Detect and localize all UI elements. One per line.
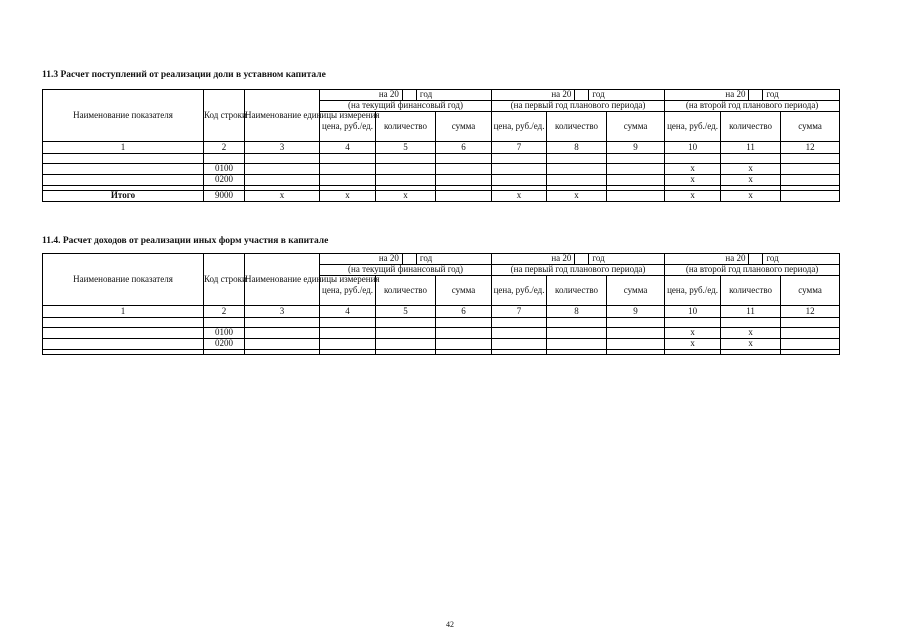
table-cell[interactable] (665, 154, 721, 164)
year-prefix: на 20 (551, 89, 572, 100)
table-cell[interactable] (547, 164, 607, 175)
column-number: 9 (607, 306, 665, 318)
year-prefix: на 20 (551, 253, 572, 264)
table-cell[interactable] (492, 350, 547, 355)
year-header-second (665, 254, 840, 265)
column-number: 4 (320, 142, 376, 154)
table-cell[interactable]: х (665, 328, 721, 339)
quantity-header: количество (376, 276, 436, 306)
table-cell[interactable] (245, 154, 320, 164)
column-number: 1 (43, 306, 204, 318)
table-row (43, 175, 840, 186)
table-cell[interactable] (436, 164, 492, 175)
table-cell[interactable] (320, 154, 376, 164)
column-number: 6 (436, 142, 492, 154)
table-cell[interactable]: х (721, 328, 781, 339)
table-cell[interactable] (721, 318, 781, 328)
table-cell[interactable] (43, 328, 204, 339)
page-number: 42 (446, 620, 454, 629)
year-blank[interactable] (748, 254, 763, 264)
price-header: цена, руб./ед. (320, 112, 376, 142)
year-suffix: год (592, 253, 605, 264)
table-cell[interactable] (721, 350, 781, 355)
table-cell[interactable] (665, 350, 721, 355)
year-blank[interactable] (402, 254, 417, 264)
year-suffix: год (592, 89, 605, 100)
column-number: 6 (436, 306, 492, 318)
year-blank[interactable] (574, 90, 589, 100)
table-cell[interactable]: х (547, 191, 607, 202)
column-number: 5 (376, 142, 436, 154)
year-suffix: год (419, 253, 433, 264)
table-cell[interactable] (436, 318, 492, 328)
column-number: 2 (204, 142, 245, 154)
column-number: 12 (781, 306, 840, 318)
period-current: (на текущий финансовый год) (320, 265, 492, 276)
table-cell[interactable] (781, 328, 840, 339)
table-cell[interactable] (245, 164, 320, 175)
table-row (43, 328, 840, 339)
table-cell[interactable]: 0200 (204, 175, 245, 186)
column-number: 3 (245, 142, 320, 154)
year-blank[interactable] (402, 90, 417, 100)
table-cell[interactable] (607, 350, 665, 355)
column-number: 3 (245, 306, 320, 318)
table-cell[interactable]: х (665, 175, 721, 186)
unit-header: Наименование единицы измерения (245, 254, 320, 306)
year-suffix: год (766, 253, 779, 264)
table-cell[interactable]: х (245, 191, 320, 202)
table-cell[interactable] (43, 154, 204, 164)
table-cell[interactable]: 0100 (204, 164, 245, 175)
table-cell[interactable] (492, 328, 547, 339)
table-cell[interactable] (43, 175, 204, 186)
year-prefix: на 20 (725, 253, 746, 264)
table-cell[interactable]: х (492, 191, 547, 202)
table-cell[interactable]: х (376, 191, 436, 202)
year-suffix: год (419, 89, 433, 100)
table-cell[interactable]: 0200 (204, 339, 245, 350)
table-cell[interactable] (436, 154, 492, 164)
table-cell[interactable] (607, 164, 665, 175)
table-row (43, 191, 840, 202)
table-cell[interactable]: х (721, 175, 781, 186)
table-cell[interactable] (607, 154, 665, 164)
table-cell[interactable] (492, 318, 547, 328)
table-cell[interactable] (436, 328, 492, 339)
table-cell[interactable] (607, 318, 665, 328)
table-cell[interactable] (781, 154, 840, 164)
table-cell[interactable] (245, 350, 320, 355)
period-first: (на первый год планового периода) (492, 265, 665, 276)
column-number: 10 (665, 306, 721, 318)
table-row (43, 164, 840, 175)
year-prefix: на 20 (725, 89, 746, 100)
table-cell[interactable] (376, 164, 436, 175)
column-number: 11 (721, 306, 781, 318)
sum-header: сумма (607, 112, 665, 142)
table-cell[interactable] (245, 328, 320, 339)
table-cell[interactable] (607, 191, 665, 202)
column-number: 7 (492, 142, 547, 154)
table-cell[interactable] (376, 350, 436, 355)
quantity-header: количество (721, 276, 781, 306)
quantity-header: количество (547, 276, 607, 306)
table-cell[interactable] (245, 175, 320, 186)
table-11-3 (42, 89, 840, 202)
table-cell[interactable] (204, 318, 245, 328)
table-cell[interactable] (607, 339, 665, 350)
table-cell[interactable] (492, 339, 547, 350)
table-cell[interactable]: х (320, 191, 376, 202)
period-second: (на второй год планового периода) (665, 101, 840, 112)
table-cell[interactable] (43, 318, 204, 328)
table-cell[interactable] (547, 175, 607, 186)
table-cell[interactable] (436, 175, 492, 186)
table-cell[interactable] (781, 350, 840, 355)
column-number: 8 (547, 306, 607, 318)
column-number: 10 (665, 142, 721, 154)
table-cell[interactable] (376, 328, 436, 339)
table-cell[interactable] (492, 164, 547, 175)
table-cell[interactable] (245, 339, 320, 350)
table-cell[interactable] (721, 154, 781, 164)
table-cell[interactable]: Итого (43, 191, 204, 202)
column-number: 7 (492, 306, 547, 318)
table-cell[interactable] (204, 154, 245, 164)
table-cell[interactable] (320, 318, 376, 328)
table-cell[interactable] (376, 339, 436, 350)
row-code-header: Код строки (204, 254, 245, 306)
indicator-name-header: Наименование показателя (43, 90, 204, 142)
table-cell[interactable] (492, 154, 547, 164)
table-cell[interactable] (245, 318, 320, 328)
table-cell[interactable] (436, 191, 492, 202)
table-cell[interactable] (547, 350, 607, 355)
table-cell[interactable] (43, 164, 204, 175)
year-header-current (320, 90, 492, 101)
column-number: 5 (376, 306, 436, 318)
table-cell[interactable] (320, 175, 376, 186)
section-11-3-title: 11.3 Расчет поступлений от реализации доли в уставном капитале (42, 70, 326, 80)
table-cell[interactable] (376, 318, 436, 328)
table-cell[interactable]: х (665, 191, 721, 202)
unit-header: Наименование единицы измерения (245, 90, 320, 142)
year-suffix: год (766, 89, 779, 100)
year-header-first (492, 254, 665, 265)
table-cell[interactable]: х (721, 164, 781, 175)
year-header-first (492, 90, 665, 101)
table-cell[interactable] (436, 339, 492, 350)
sum-header: сумма (436, 276, 492, 306)
table-cell[interactable] (607, 328, 665, 339)
table-cell[interactable]: 9000 (204, 191, 245, 202)
table-cell[interactable] (376, 154, 436, 164)
sum-header: сумма (781, 276, 840, 306)
sum-header: сумма (607, 276, 665, 306)
table-cell[interactable] (781, 318, 840, 328)
table-cell[interactable] (607, 175, 665, 186)
column-number: 8 (547, 142, 607, 154)
table-cell[interactable]: х (665, 339, 721, 350)
year-prefix: на 20 (378, 89, 399, 100)
column-number: 4 (320, 306, 376, 318)
table-cell[interactable] (43, 339, 204, 350)
price-header: цена, руб./ед. (492, 112, 547, 142)
price-header: цена, руб./ед. (665, 276, 721, 306)
column-number: 1 (43, 142, 204, 154)
quantity-header: количество (547, 112, 607, 142)
table-cell[interactable]: х (665, 164, 721, 175)
price-header: цена, руб./ед. (492, 276, 547, 306)
table-cell[interactable] (43, 350, 204, 355)
section-11-4-title: 11.4. Расчет доходов от реализации иных форм участия в капитале (42, 236, 329, 246)
column-number: 11 (721, 142, 781, 154)
quantity-header: количество (721, 112, 781, 142)
year-blank[interactable] (574, 254, 589, 264)
table-cell[interactable] (320, 339, 376, 350)
table-cell[interactable] (320, 328, 376, 339)
column-number: 9 (607, 142, 665, 154)
table-cell[interactable] (547, 318, 607, 328)
table-cell[interactable] (320, 164, 376, 175)
table-cell[interactable] (376, 175, 436, 186)
table-cell[interactable] (781, 175, 840, 186)
year-prefix: на 20 (378, 253, 399, 264)
row-code-header: Код строки (204, 90, 245, 142)
sum-header: сумма (436, 112, 492, 142)
table-cell[interactable]: х (721, 191, 781, 202)
table-row (43, 350, 840, 355)
indicator-name-header: Наименование показателя (43, 254, 204, 306)
sum-header: сумма (781, 112, 840, 142)
year-header-current (320, 254, 492, 265)
period-current: (на текущий финансовый год) (320, 101, 492, 112)
table-cell[interactable] (781, 191, 840, 202)
table-cell[interactable] (436, 350, 492, 355)
table-cell[interactable]: 0100 (204, 328, 245, 339)
column-number: 2 (204, 306, 245, 318)
year-header-second (665, 90, 840, 101)
period-second: (на второй год планового периода) (665, 265, 840, 276)
table-cell[interactable]: х (721, 339, 781, 350)
period-first: (на первый год планового периода) (492, 101, 665, 112)
table-11-4 (42, 253, 840, 355)
table-cell[interactable] (781, 339, 840, 350)
table-cell[interactable] (547, 328, 607, 339)
price-header: цена, руб./ед. (665, 112, 721, 142)
table-cell[interactable] (204, 350, 245, 355)
year-blank[interactable] (748, 90, 763, 100)
quantity-header: количество (376, 112, 436, 142)
price-header: цена, руб./ед. (320, 276, 376, 306)
column-number: 12 (781, 142, 840, 154)
table-cell[interactable] (665, 318, 721, 328)
table-cell[interactable] (547, 154, 607, 164)
table-cell[interactable] (492, 175, 547, 186)
table-cell[interactable] (320, 350, 376, 355)
table-cell[interactable] (781, 164, 840, 175)
table-row (43, 339, 840, 350)
table-cell[interactable] (547, 339, 607, 350)
